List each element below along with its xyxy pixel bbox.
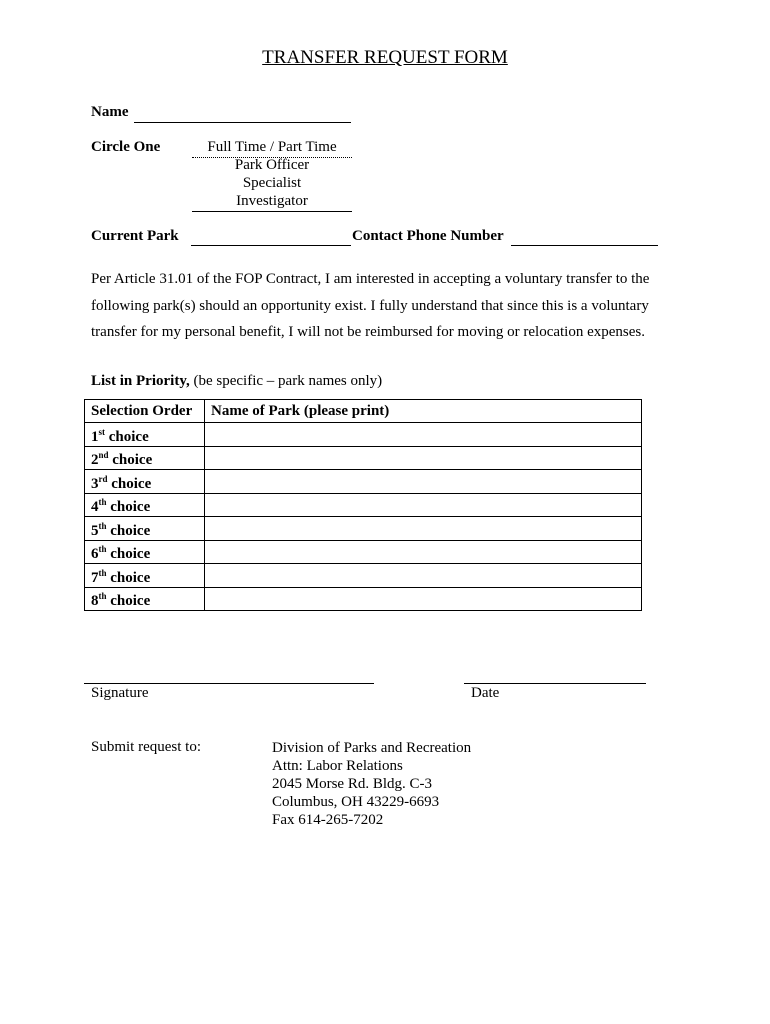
circle-one-label: Circle One — [91, 139, 161, 155]
date-label: Date — [471, 685, 500, 701]
contact-phone-field-line[interactable] — [511, 245, 658, 246]
selection-order-cell — [85, 446, 205, 470]
choice-word: choice — [105, 428, 149, 445]
col-selection-order: Selection Order — [85, 400, 205, 423]
choice-ordinal-suffix: th — [98, 544, 107, 554]
selection-order-cell — [85, 423, 205, 447]
choice-number: 3 — [91, 475, 99, 492]
address-line: Fax 614-265-7202 — [272, 812, 384, 828]
address-line: Columbus, OH 43229-6693 — [272, 794, 440, 810]
statement-paragraph: Per Article 31.01 of the FOP Contract, I am interested in accepting a voluntary transfer to the following park(s) should an opportunity exist. I fully understand that since this is a voluntary transfer for my personal benefit, I will not be reimbursed for moving or relocation expenses. — [91, 271, 650, 340]
signature-label: Signature — [91, 685, 149, 701]
choice-word: choice — [107, 475, 152, 492]
form-title: TRANSFER REQUEST FORM — [262, 47, 508, 68]
date-line[interactable] — [464, 683, 646, 684]
address-line: Attn: Labor Relations — [272, 758, 403, 774]
choice-number: 2 — [91, 452, 99, 468]
name-field-line[interactable] — [134, 122, 351, 123]
option-full-part-time[interactable]: Full Time / Part Time — [192, 139, 352, 158]
choice-number: 5 — [91, 522, 99, 539]
choice-number: 4 — [91, 499, 99, 515]
option-specialist[interactable]: Specialist — [242, 175, 302, 191]
choice-ordinal-suffix: th — [98, 497, 107, 507]
current-park-label: Current Park — [91, 228, 179, 244]
option-park-officer[interactable]: Park Officer — [234, 157, 310, 173]
selection-order-cell — [85, 540, 205, 564]
table-row — [85, 564, 642, 588]
choice-number: 7 — [91, 569, 99, 586]
choice-number: 6 — [91, 546, 99, 562]
table-row — [85, 470, 642, 494]
choice-word: choice — [106, 593, 151, 609]
table-row — [85, 493, 642, 517]
choice-number: 1 — [91, 428, 99, 445]
choice-ordinal-suffix: th — [98, 520, 107, 531]
selection-order-cell — [85, 470, 205, 494]
contact-phone-label: Contact Phone Number — [352, 228, 504, 244]
park-name-cell[interactable] — [205, 470, 642, 494]
selection-order-cell — [85, 587, 205, 611]
choice-number: 8 — [91, 593, 99, 609]
table-row — [85, 446, 642, 470]
park-name-cell[interactable] — [205, 540, 642, 564]
table-row — [85, 517, 642, 541]
choice-ordinal-suffix: th — [98, 567, 107, 578]
choice-ordinal-suffix: th — [98, 591, 107, 601]
choice-word: choice — [106, 522, 151, 539]
priority-heading-bold: List in Priority, — [91, 373, 190, 389]
table-header-row — [85, 400, 642, 423]
park-name-cell[interactable] — [205, 423, 642, 447]
submit-label: Submit request to: — [91, 739, 201, 755]
park-name-cell[interactable] — [205, 587, 642, 611]
address-line: Division of Parks and Recreation — [272, 740, 472, 756]
priority-heading-note: (be specific – park names only) — [189, 373, 383, 389]
selection-order-cell — [85, 493, 205, 517]
choice-ordinal-suffix: st — [98, 426, 105, 437]
table-row — [85, 423, 642, 447]
priority-heading — [91, 373, 382, 390]
table-row — [85, 587, 642, 611]
address-line: 2045 Morse Rd. Bldg. C-3 — [272, 776, 433, 792]
selection-order-cell — [85, 517, 205, 541]
choice-word: choice — [108, 452, 153, 468]
park-name-cell[interactable] — [205, 564, 642, 588]
choice-word: choice — [106, 546, 151, 562]
selection-order-cell — [85, 564, 205, 588]
choice-ordinal-suffix: nd — [98, 450, 109, 460]
park-name-cell[interactable] — [205, 517, 642, 541]
priority-table — [84, 399, 642, 611]
park-name-cell[interactable] — [205, 446, 642, 470]
choice-ordinal-suffix: rd — [98, 473, 108, 484]
current-park-field-line[interactable] — [191, 245, 351, 246]
signature-line[interactable] — [84, 683, 374, 684]
park-name-cell[interactable] — [205, 493, 642, 517]
name-label: Name — [91, 104, 129, 120]
choice-word: choice — [106, 499, 151, 515]
option-investigator[interactable]: Investigator — [192, 193, 352, 212]
table-row — [85, 540, 642, 564]
choice-word: choice — [106, 569, 151, 586]
submit-address — [272, 739, 471, 829]
col-park-name: Name of Park (please print) — [205, 400, 642, 423]
